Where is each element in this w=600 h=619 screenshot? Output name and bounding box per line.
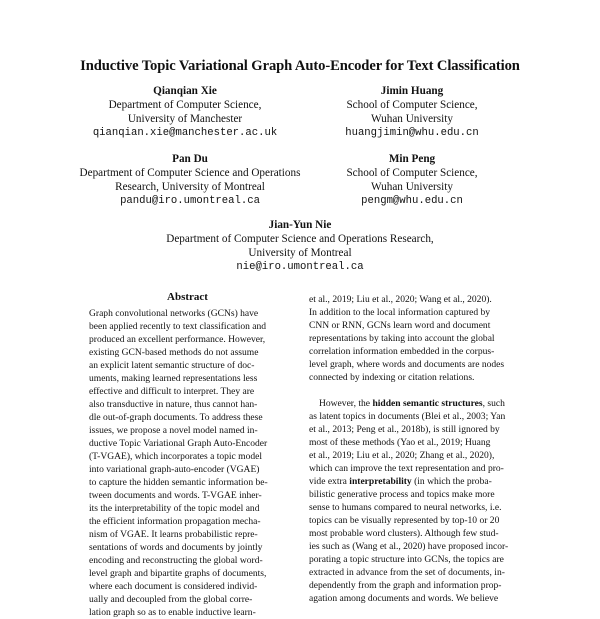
text-span: However, the	[319, 398, 373, 409]
abstract-line: (T-VGAE), which incorporates a topic model	[89, 451, 263, 462]
bold-term: hidden semantic structures	[372, 398, 483, 409]
author-block	[100, 218, 500, 274]
text-span: connected by indexing or citation relations.	[309, 372, 475, 383]
paper-title: Inductive Topic Variational Graph Auto-Encoder for Text Classification	[80, 58, 520, 74]
body-line	[309, 449, 533, 462]
author-block	[312, 152, 512, 208]
abstract-heading: Abstract	[167, 291, 208, 303]
author-affiliation: Research, University of Montreal	[115, 181, 265, 193]
body-line	[309, 319, 533, 332]
text-span: extracted in advance from the set of documents, in-	[309, 567, 505, 578]
body-line	[309, 293, 533, 306]
abstract-line: level graph and bipartite graphs of documents,	[89, 568, 267, 579]
author-affiliation: School of Computer Science,	[346, 99, 478, 111]
abstract-body	[89, 307, 286, 619]
author-email: pandu@iro.umontreal.ca	[120, 195, 260, 207]
text-span: agation among documents and words. We believe	[309, 593, 499, 604]
author-name: Min Peng	[388, 153, 436, 165]
body-line	[309, 332, 533, 345]
abstract-line: uments, making learned representations less	[89, 373, 258, 384]
author-name: Qianqian Xie	[153, 85, 217, 97]
abstract-line: issues, we propose a novel model named in-	[89, 425, 258, 436]
author-affiliation: Wuhan University	[371, 113, 453, 125]
author-email: nie@iro.umontreal.ca	[236, 261, 364, 273]
body-line	[309, 540, 533, 553]
author-email: huangjimin@whu.edu.cn	[345, 127, 479, 139]
text-span: level graph, where words and documents are nodes	[309, 359, 505, 370]
abstract-line: its the interpretability of the topic model and	[89, 503, 260, 514]
text-span: as latent topics in documents (Blei et al., 2003; Yan	[309, 411, 506, 422]
abstract-line: lation graph so as to enable inductive learn-	[89, 607, 256, 618]
text-span: et al., 2019; Liu et al., 2020; Wang et al., 2020).	[309, 294, 492, 305]
text-span: vide extra	[309, 476, 350, 487]
text-span: most of these methods (Yao et al., 2019; Huang	[309, 437, 491, 448]
body-line	[309, 371, 533, 384]
text-span: , such	[482, 398, 505, 409]
text-span: most probable word clusters). Although few stud-	[309, 528, 499, 539]
author-name: Pan Du	[172, 153, 208, 165]
text-span: ies such as (Wang et al., 2020) have proposed incor-	[309, 541, 509, 552]
bold-term: interpretability	[349, 476, 412, 487]
body-line	[309, 527, 533, 540]
body-line	[309, 514, 533, 527]
abstract-line: nism of VGAE. It learns probabilistic repre-	[89, 529, 258, 540]
text-span: topics can be visually represented by top-10 or 20	[309, 515, 500, 526]
author-name: Jimin Huang	[380, 85, 444, 97]
author-block	[70, 84, 300, 140]
text-span: (in which the proba-	[411, 476, 492, 487]
text-span: CNN or RNN, GCNs learn word and document	[309, 320, 491, 331]
author-affiliation: University of Montreal	[248, 247, 352, 259]
body-line	[309, 423, 533, 436]
text-span: correlation information embedded in the corpus-	[309, 346, 495, 357]
author-affiliation: Department of Computer Science and Operations Research,	[166, 233, 434, 245]
abstract-line: to capture the hidden semantic information be-	[89, 477, 268, 488]
abstract-line: effective and difficult to interpret. They are	[89, 386, 255, 397]
body-line	[309, 384, 533, 397]
abstract-line: Graph convolutional networks (GCNs) have	[89, 308, 259, 319]
body-line	[309, 501, 533, 514]
abstract-line: the efficient information propagation mecha-	[89, 516, 261, 527]
author-affiliation: Department of Computer Science and Operations	[79, 167, 301, 179]
author-block	[312, 84, 512, 140]
abstract-line: ually and decoupled from the global corre-	[89, 594, 253, 605]
text-span: which can improve the text representation and pro-	[309, 463, 504, 474]
author-affiliation: University of Manchester	[127, 113, 243, 125]
text-span: bilistic generative process and topics make more	[309, 489, 495, 500]
body-line	[309, 436, 533, 449]
text-span: et al., 2013; Peng et al., 2018b), is still ignored by	[309, 424, 500, 435]
author-affiliation: Department of Computer Science,	[108, 99, 262, 111]
body-line	[309, 306, 533, 319]
abstract-line: an explicit latent semantic structure of doc-	[89, 360, 255, 371]
body-line	[309, 475, 533, 488]
text-span: In addition to the local information captured by	[309, 307, 491, 318]
body-line	[309, 410, 533, 423]
body-line	[309, 553, 533, 566]
author-affiliation: School of Computer Science,	[346, 167, 478, 179]
body-line	[309, 345, 533, 358]
abstract-line: been applied recently to text classification and	[89, 321, 267, 332]
author-email: pengm@whu.edu.cn	[361, 195, 463, 207]
intro-column	[309, 293, 533, 605]
body-line	[309, 397, 533, 410]
abstract-line: into variational graph-auto-encoder (VGAE)	[89, 464, 260, 475]
text-span: sense to humans compared to neural networks, i.e.	[309, 502, 502, 513]
body-line	[309, 488, 533, 501]
abstract-line: sentations of words and documents by jointly	[89, 542, 263, 553]
abstract-line: tween documents and words. T-VGAE inher-	[89, 490, 262, 501]
body-line	[309, 566, 533, 579]
author-block	[75, 152, 305, 208]
abstract-line: existing GCN-based methods do not assume	[89, 347, 259, 358]
text-span: et al., 2019; Liu et al., 2020; Zhang et al., 2020),	[309, 450, 495, 461]
abstract-line: ductive Topic Variational Graph Auto-Encoder	[89, 438, 268, 449]
author-email: qianqian.xie@manchester.ac.uk	[92, 127, 278, 139]
body-line	[309, 462, 533, 475]
abstract-line: dle out-of-graph documents. To address these	[89, 412, 263, 423]
author-affiliation: Wuhan University	[371, 181, 453, 193]
text-span: dependently from the graph and information prop-	[309, 580, 502, 591]
abstract-line: where each document is considered individ-	[89, 581, 258, 592]
body-line	[309, 358, 533, 371]
abstract-line: also transductive in nature, thus cannot han-	[89, 399, 258, 410]
text-span: porating a topic structure into GCNs, the topics are	[309, 554, 504, 565]
author-name: Jian-Yun Nie	[268, 219, 332, 231]
body-line	[309, 592, 533, 605]
body-line	[309, 579, 533, 592]
abstract-line: produced an excellent performance. However,	[89, 334, 266, 345]
abstract-line: encoding and reconstructing the global word-	[89, 555, 263, 566]
text-span: representations by taking into account the global	[309, 333, 495, 344]
